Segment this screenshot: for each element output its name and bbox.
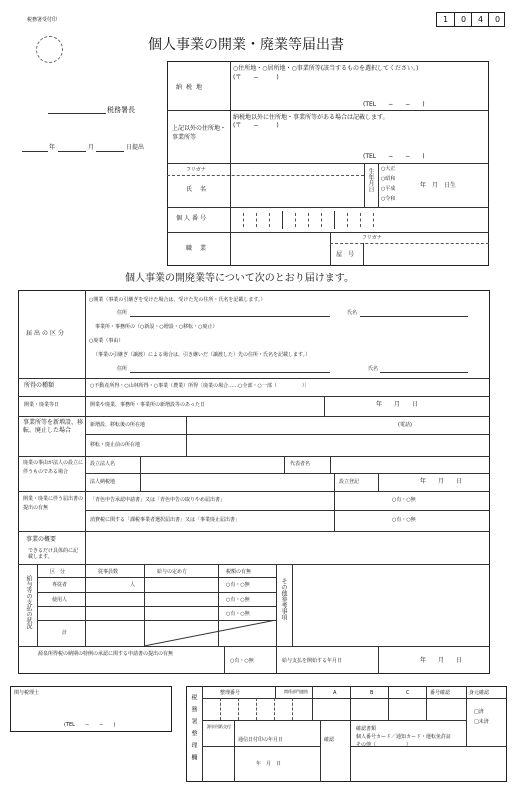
office-col-ref: 整理番号 (220, 690, 241, 696)
form-title: 個人事業の開業・廃業等届出書 (148, 37, 344, 53)
accountant-label: 関与税理士 (14, 690, 40, 696)
category-label: 届出の区分 (26, 330, 67, 337)
category-close-note: （事業の引継ぎ（譲渡）による場合は、引き継いだ（譲渡した）先の住所・氏名を記載します。） (93, 352, 311, 358)
office-address-label: 事業所等を新増設、移転、廃止した場合 (23, 419, 84, 434)
submit-day: 日提出 (126, 144, 145, 151)
office-new-label: 新増設、移転後の所在地 (90, 422, 146, 428)
office-col-id-check: 身元確認 (469, 690, 490, 696)
office-row2-date: 通信日付印の年月日 (238, 737, 284, 743)
form-number-digit: 4 (471, 13, 489, 26)
salary-row-blank-tax[interactable]: ○有・○無 (226, 611, 250, 617)
stamp-label: 税務署受付印 (27, 17, 58, 23)
income-type-label: 所得の種類 (24, 382, 55, 389)
office-col-b: B (370, 690, 374, 696)
era-heisei[interactable]: ○平成 (381, 186, 396, 192)
furigana-label: フリガナ (186, 167, 206, 173)
accountant-tel[interactable]: (TEL − − ) (64, 722, 116, 728)
office-date-field[interactable]: 年 月 日 (256, 761, 282, 767)
office-col-number-check: 番号確認 (430, 690, 451, 696)
salary-row-employee: 使用人 (52, 597, 68, 603)
special-label: 源泉所得税の納期の特例の承認に関する申請書の提出の有無 (38, 651, 174, 657)
era-showa[interactable]: ○昭和 (381, 176, 396, 182)
category-open[interactable]: ○開業（事業の引継ぎを受けた場合は、受けた先の住所・氏名を記載します。） (89, 297, 266, 303)
office-row2-confirm: 確認 (324, 737, 335, 743)
category-close[interactable]: ○廃業（事由） (89, 338, 124, 344)
category-address2-label: 住所 (117, 366, 128, 372)
office-col-dept: 関係部門連絡 (284, 689, 308, 694)
salary-start-field[interactable]: 年 月 日 (420, 657, 463, 664)
tax-place-options[interactable]: ○住所地・○居所地・○事業所等(該当するものを選択してください。) (233, 65, 419, 72)
tax-place-label: 納税地 (176, 84, 207, 91)
tax-office-label: 税務署長 (107, 106, 135, 114)
summary-note: できるだけ具体的に記載します。 (28, 548, 79, 560)
form-subtitle: 個人事業の開廃業等について次のとおり届けます。 (125, 273, 354, 284)
mynumber-label: 個人番号 (176, 215, 209, 222)
form-number (436, 12, 505, 27)
salary-row-family-unit: 人 (130, 582, 136, 588)
stamp-circle (36, 36, 63, 63)
id-check-other[interactable]: その他（ ） (356, 742, 412, 748)
corp-reg-label: 設立登記 (339, 479, 360, 485)
office-use-label: 税務署整理欄 (190, 694, 197, 766)
office-col-c: C (406, 690, 410, 696)
salary-row-family-tax[interactable]: ○有・○無 (226, 582, 250, 588)
salary-header-class: 区 分 (50, 569, 66, 575)
tel-field[interactable]: (TEL − − ) (363, 101, 425, 108)
id-check-title: 確認書類 (356, 726, 377, 732)
submit-month: 月 (88, 144, 95, 151)
mynumber-field[interactable] (230, 207, 390, 232)
ref-number-cells[interactable] (202, 698, 312, 720)
occupation-label: 職業 (186, 245, 215, 252)
office-old-label: 移転・廃止前の所在地 (90, 442, 141, 448)
salary-label: 給与等の支払の状況 (25, 575, 32, 629)
id-check-items[interactable]: 個人番号カード／通知カード・運転免許証 (356, 734, 452, 740)
dates-desc: 開業や廃業、事務所・事業所の新増設等のあった日 (90, 402, 205, 408)
dates-field[interactable]: 年 月 日 (376, 401, 419, 408)
era-taisho[interactable]: ○大正 (381, 166, 396, 172)
special-yesno[interactable]: ○有・○無 (230, 658, 254, 664)
salary-row-total: 計 (62, 630, 68, 636)
other-address-note: 納税地以外に住所地・事業所等がある場合は記載します。 (233, 114, 389, 121)
trade-furigana-label: フリガナ (362, 235, 382, 241)
id-cells[interactable] (202, 746, 320, 782)
total-strike-line (144, 620, 276, 646)
era-reiwa[interactable]: ○令和 (381, 196, 396, 202)
office-row2-paper: 源泉用紙交付 (207, 724, 231, 729)
corp-name-label: 設立法人名 (90, 461, 116, 467)
category-office-line[interactable]: 事業所・事務所の（○新設・○増設・○移転・○廃止） (95, 324, 218, 330)
related-consumption: 消費税に関する「課税事業者選択届出書」又は「事業廃止届出書」 (90, 517, 241, 523)
birth-label: 生年月日 (367, 168, 374, 192)
salary-row-family: 専従者 (52, 582, 68, 588)
other-notes-label: その他参考事項 (280, 578, 287, 620)
corp-reg-field[interactable]: 年 月 日 (420, 478, 463, 485)
tel-field-2[interactable]: (TEL − − ) (363, 153, 425, 160)
summary-label: 事業の概要 (26, 536, 57, 543)
salary-row-employee-tax[interactable]: ○有・○無 (226, 597, 250, 603)
form-number-digit: 1 (442, 15, 449, 24)
postal-code-field-2[interactable]: (〒 − ) (233, 122, 279, 129)
related-blue-yesno[interactable]: ○有・○無 (392, 497, 416, 503)
office-tel[interactable]: (電話) (398, 422, 412, 428)
form-number-digit: 0 (454, 13, 472, 26)
salary-header-count: 従事員数 (98, 569, 119, 575)
office-col-a: A (333, 690, 337, 696)
status-done[interactable]: □済 (474, 709, 484, 715)
form-number-digit: 0 (488, 13, 506, 26)
corporation-label: 廃業の事由が法人の設立に伴うものである場合 (23, 460, 84, 475)
related-label: 開業・廃業に伴う届出書の提出の有無 (23, 496, 84, 511)
category-name-label: 氏名 (347, 310, 358, 316)
income-type-options[interactable]: ○不動産所得・○山林所得・○事業（農業）所得〔廃業の場合……○全部・○一部（ ）〕 (90, 383, 310, 389)
corp-rep-label: 代表者名 (290, 461, 311, 467)
salary-start-label: 給与支払を開始する年月日 (282, 658, 343, 664)
submit-year: 年 (49, 144, 56, 151)
birth-date-field[interactable]: 年 月 日生 (420, 182, 457, 189)
category-address-label: 住所 (117, 310, 128, 316)
related-blue: 「青色申告承認申請書」又は「青色申告の取りやめ届出書」 (90, 497, 226, 503)
trade-name-label: 屋号 (336, 251, 361, 258)
related-consumption-yesno[interactable]: ○有・○無 (392, 517, 416, 523)
other-address-label: 上記以外の住所地・事業所等 (172, 125, 227, 141)
dates-label: 開業・廃業等日 (24, 402, 60, 408)
status-pending[interactable]: □未済 (474, 719, 489, 725)
salary-header-tax: 税額の有無 (226, 569, 252, 575)
postal-code-field[interactable]: (〒 − ) (233, 74, 279, 81)
corp-address-label: 法人納税地 (90, 479, 116, 485)
salary-header-method: 給与の定め方 (157, 569, 188, 575)
category-name2-label: 氏名 (368, 366, 379, 372)
name-label: 氏名 (186, 186, 215, 193)
